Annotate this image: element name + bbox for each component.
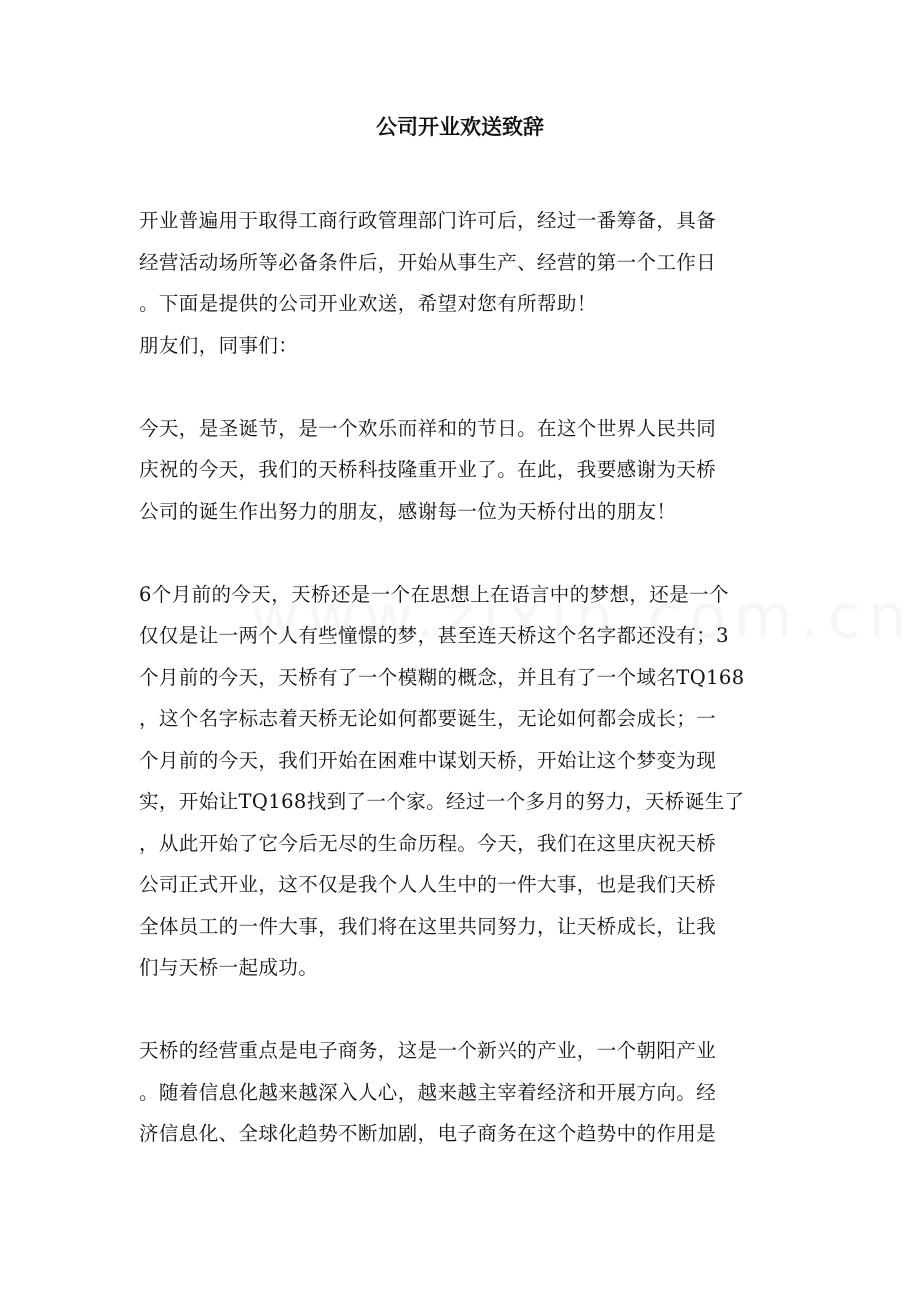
text-line: 仅仅是让一两个人有些憧憬的梦，甚至连天桥这个名字都还没有；3 bbox=[139, 624, 729, 647]
text-line: 朋友们，同事们： bbox=[139, 333, 299, 357]
text-line: 开业普遍用于取得工商行政管理部门许可后，经过一番筹备，具备 bbox=[139, 209, 717, 232]
text-line: 公司的诞生作出努力的朋友，感谢每一位为天桥付出的朋友！ bbox=[139, 499, 677, 523]
text-line: 实，开始让TQ168找到了一个家。经过一个多月的努力，天桥诞生了 bbox=[139, 790, 745, 813]
text-line: 今天，是圣诞节，是一个欢乐而祥和的节日。在这个世界人民共同 bbox=[139, 416, 717, 440]
text-line: 。下面是提供的公司开业欢送，希望对您有所帮助！ bbox=[139, 292, 597, 315]
text-line: 天桥的经营重点是电子商务，这是一个新兴的产业，一个朝阳产业 bbox=[139, 1039, 717, 1062]
paragraph-gap bbox=[139, 989, 784, 1031]
text-line: 庆祝的今天，我们的天桥科技隆重开业了。在此，我要感谢为天桥 bbox=[139, 458, 717, 481]
text-line: 们与天桥一起成功。 bbox=[139, 956, 319, 979]
text-line: 经营活动场所等必备条件后，开始从事生产、经营的第一个工作日 bbox=[139, 250, 717, 274]
text-line: 公司正式开业，这不仅是我个人人生中的一件大事，也是我们天桥 bbox=[139, 873, 717, 896]
document-title: 公司开业欢送致辞 bbox=[376, 114, 544, 139]
paragraph-gap bbox=[139, 366, 784, 408]
text-line: ，这个名字标志着天桥无论如何都要诞生，无论如何都会成长；一 bbox=[139, 707, 717, 730]
document-body bbox=[139, 200, 784, 1155]
text-line: 济信息化、全球化趋势不断加剧，电子商务在这个趋势中的作用是 bbox=[139, 1122, 717, 1145]
text-line: 个月前的今天，天桥有了一个模糊的概念，并且有了一个域名TQ168 bbox=[139, 665, 745, 689]
text-line: 6个月前的今天，天桥还是一个在思想上在语言中的梦想，还是一个 bbox=[139, 582, 729, 606]
text-line: 全体员工的一件大事，我们将在这里共同努力，让天桥成长，让我 bbox=[139, 914, 717, 938]
paragraph-gap bbox=[139, 532, 784, 574]
text-line: ，从此开始了它今后无尽的生命历程。今天，我们在这里庆祝天桥 bbox=[139, 831, 717, 855]
text-line: 。随着信息化越来越深入人心，越来越主宰着经济和开展方向。经 bbox=[139, 1080, 717, 1104]
text-line: 个月前的今天，我们开始在困难中谋划天桥，开始让这个梦变为现 bbox=[139, 748, 717, 772]
